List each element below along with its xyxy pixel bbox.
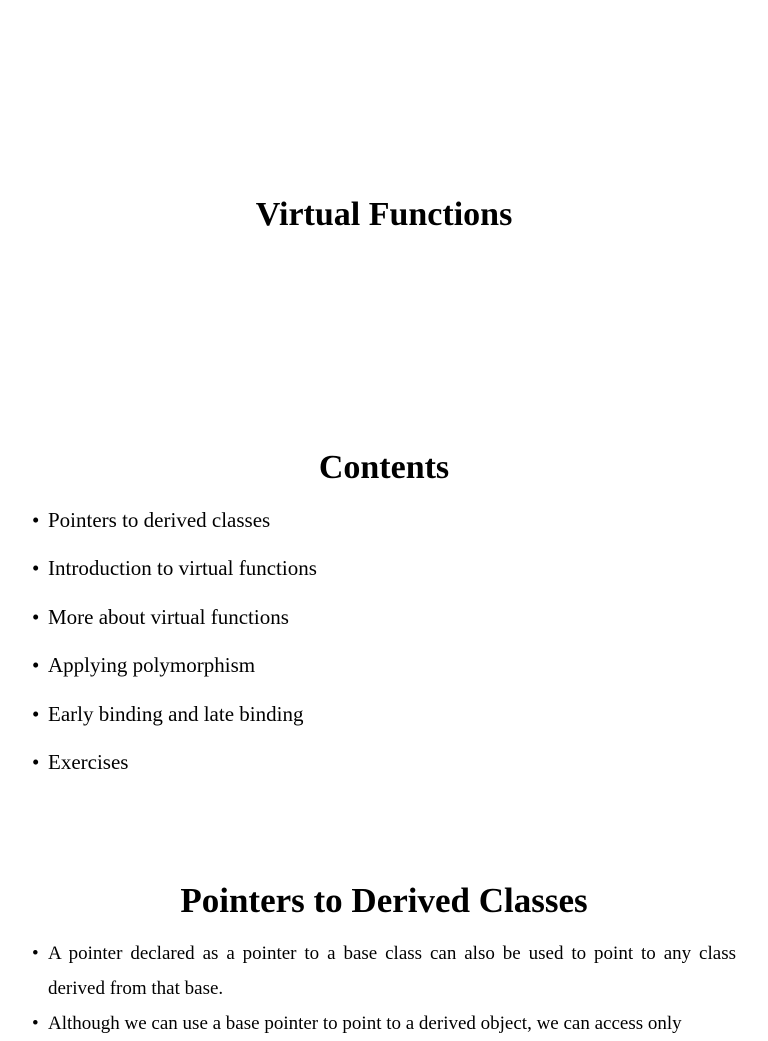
slide-title-virtual-functions: Virtual Functions [255,196,513,233]
list-item-text: A pointer declared as a pointer to a base class can also be used to point to any class derived from that base. [48,943,736,999]
list-item-text: Introduction to virtual functions [48,556,317,581]
pointers-list [32,936,736,1041]
contents-list [32,506,732,796]
bullet-icon: • [32,604,40,629]
slide-title-pointers-to-derived-classes: Pointers to Derived Classes [180,881,588,920]
bullet-icon: • [32,701,40,726]
list-item [32,700,732,748]
list-item [32,936,736,1006]
list-item-text: Applying polymorphism [48,653,256,678]
list-item-text: Although we can use a base pointer to point to a derived object, we can access only [48,1013,682,1034]
list-item [32,748,732,796]
list-item [32,554,732,602]
bullet-icon: • [32,943,39,964]
list-item [32,651,732,699]
list-item-text: Pointers to derived classes [48,508,271,532]
list-item [32,506,732,554]
list-item-text: Early binding and late binding [48,701,304,726]
bullet-icon: • [32,749,40,774]
bullet-icon: • [32,653,40,678]
slide-title-contents: Contents [318,449,450,486]
list-item [32,603,732,651]
list-item-text: Exercises [48,749,129,774]
bullet-icon: • [32,508,40,532]
bullet-icon: • [32,1013,39,1034]
bullet-icon: • [32,556,40,581]
list-item-text: More about virtual functions [48,604,289,629]
